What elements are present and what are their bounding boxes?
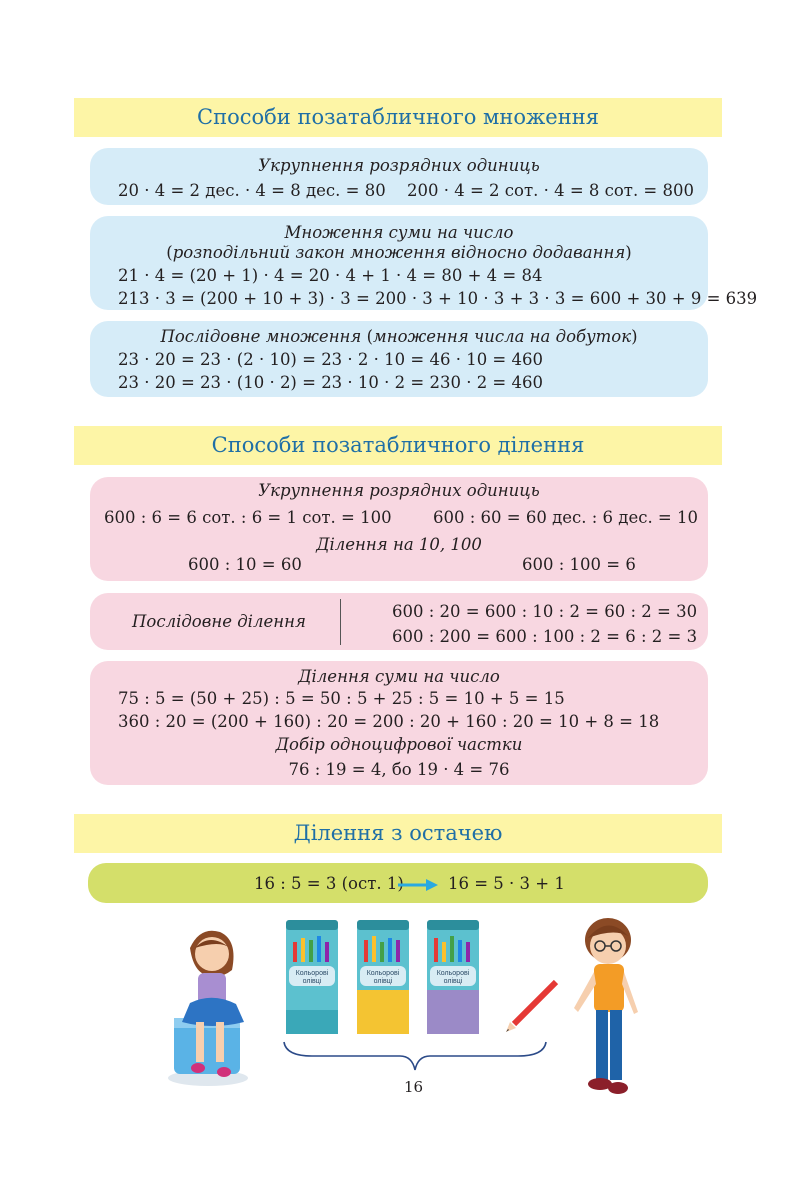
formula: 600 : 60 = 60 дес. : 6 дес. = 10 <box>432 508 698 527</box>
pack-label-line1: Кольорові <box>436 970 470 977</box>
formula: 600 : 6 = 6 сот. : 6 = 1 сот. = 100 <box>104 508 392 527</box>
box-title: Послідовне ділення <box>132 612 306 631</box>
formula: 200 · 4 = 2 сот. · 4 = 8 сот. = 800 <box>407 181 694 200</box>
page-number: 16 <box>404 1078 424 1096</box>
div-section-title: Способи позатабличного ділення <box>74 426 722 465</box>
pencil-pack-yellow <box>357 920 409 1034</box>
pencil-pack-blue <box>286 920 338 1034</box>
remainder-box <box>88 863 708 903</box>
boy-illustration <box>566 912 650 1098</box>
mult-section-title: Способи позатабличного множення <box>74 98 722 137</box>
box-subtitle: Добір одноцифрової частки <box>275 735 523 754</box>
divider <box>340 599 341 645</box>
pack-label-line1: Кольорові <box>366 970 400 977</box>
box-title: Укрупнення розрядних одиниць <box>258 481 540 500</box>
paren: ( <box>361 327 374 346</box>
title-paren-text: множення числа на добуток <box>373 327 632 346</box>
title-text: Послідовне множення <box>160 327 362 346</box>
curly-brace <box>282 1040 548 1074</box>
box-title: Укрупнення розрядних одиниць <box>258 156 540 175</box>
formula: 76 : 19 = 4, бо 19 · 4 = 76 <box>288 760 510 779</box>
div-box-sequential <box>90 593 708 650</box>
arrow-right-icon <box>398 879 438 891</box>
girl-illustration <box>160 918 260 1093</box>
pencil-pack-purple <box>427 920 479 1034</box>
formula: 600 : 200 = 600 : 100 : 2 = 6 : 2 = 3 <box>392 627 698 646</box>
mult-box-sum-by-number <box>90 216 758 310</box>
paren: ) <box>631 327 638 346</box>
formula: 16 : 5 = 3 (ост. 1) <box>254 874 404 893</box>
box-title: Ділення суми на число <box>298 667 500 686</box>
box-subtitle: Ділення на 10, 100 <box>316 535 482 554</box>
pencil-icon <box>504 978 562 1034</box>
formula: 21 · 4 = (20 + 1) · 4 = 20 · 4 + 1 · 4 = 80 + 4 = 84 <box>118 266 543 285</box>
box-subtitle <box>90 243 708 262</box>
formula: 600 : 10 = 60 <box>188 555 302 574</box>
paren: ) <box>625 243 632 262</box>
formula: 75 : 5 = (50 + 25) : 5 = 50 : 5 + 25 : 5 = 10 + 5 = 15 <box>118 689 565 708</box>
pack-label-line1: Кольорові <box>295 970 329 977</box>
paren: ( <box>166 243 173 262</box>
pack-label-line2: олівці <box>443 978 463 985</box>
mult-box-place-value <box>90 148 708 205</box>
subtitle-text: розподільний закон множення відносно додавання <box>172 243 626 262</box>
div-box-place-value <box>90 477 708 581</box>
div-box-sum-by-number <box>90 661 708 785</box>
pack-label-line2: олівці <box>302 978 322 985</box>
box-title: Множення суми на число <box>284 223 514 242</box>
box-title <box>90 327 708 346</box>
formula: 23 · 20 = 23 · (10 · 2) = 23 · 10 · 2 = 230 · 2 = 460 <box>118 373 543 392</box>
formula: 16 = 5 · 3 + 1 <box>448 874 565 893</box>
formula: 20 · 4 = 2 дес. · 4 = 8 дес. = 80 <box>118 181 386 200</box>
formula: 23 · 20 = 23 · (2 · 10) = 23 · 2 · 10 = 46 · 10 = 460 <box>118 350 543 369</box>
pack-label-line2: олівці <box>373 978 393 985</box>
mult-box-sequential <box>90 321 708 397</box>
formula: 213 · 3 = (200 + 10 + 3) · 3 = 200 · 3 + 10 · 3 + 3 · 3 = 600 + 30 + 9 = 639 <box>118 289 758 308</box>
remainder-section-title: Ділення з остачею <box>74 814 722 853</box>
formula: 600 : 20 = 600 : 10 : 2 = 60 : 2 = 30 <box>392 602 698 621</box>
formula: 600 : 100 = 6 <box>522 555 636 574</box>
formula: 360 : 20 = (200 + 160) : 20 = 200 : 20 + 160 : 20 = 10 + 8 = 18 <box>118 712 660 731</box>
